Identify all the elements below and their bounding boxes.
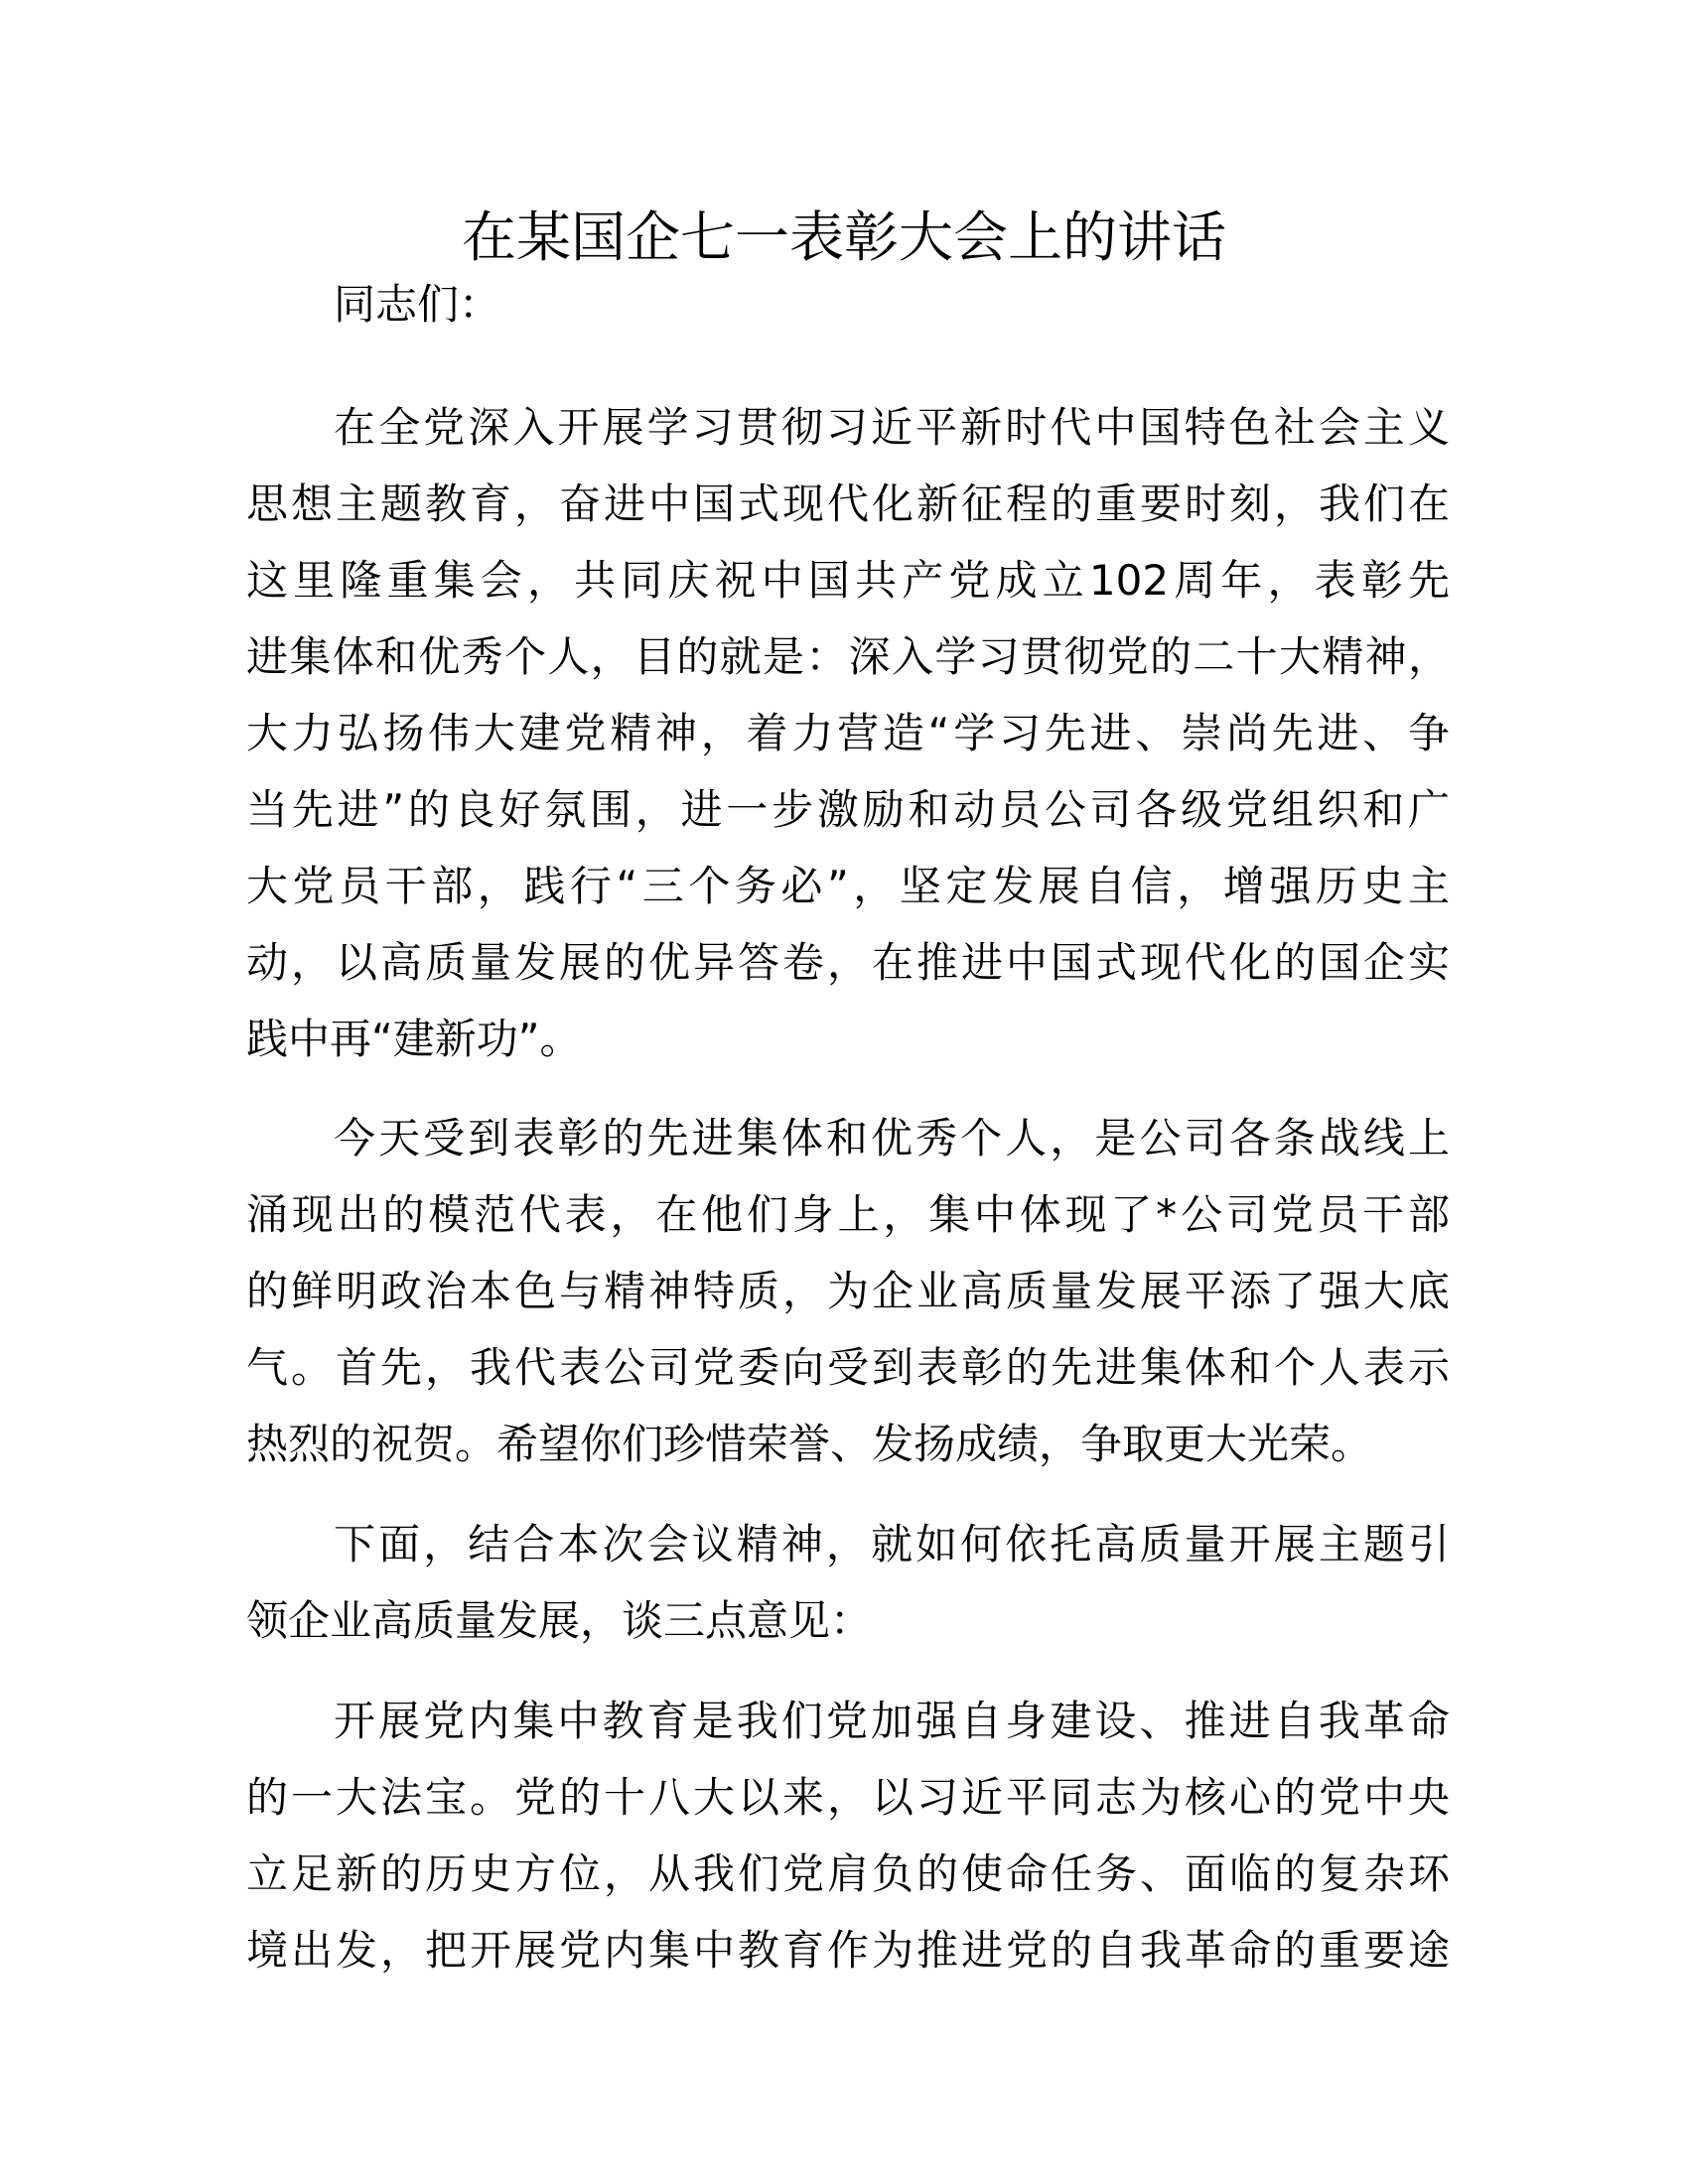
- paragraph-line: 气。首先，我代表公司党委向受到表彰的先进集体和个人表示: [246, 1343, 1450, 1392]
- paragraph-4: [246, 1683, 1450, 1988]
- paragraph-line: 大力弘扬伟大建党精神，着力营造“学习先进、崇尚先进、争: [246, 709, 1450, 757]
- paragraph-line: 的鲜明政治本色与精神特质，为企业高质量发展平添了强大底: [246, 1267, 1450, 1315]
- paragraph-line: 在全党深入开展学习贯彻习近平新时代中国特色社会主义: [334, 403, 1450, 452]
- greeting: 同志们：: [334, 280, 501, 329]
- paragraph-line: 当先进”的良好氛围，进一步激励和动员公司各级党组织和广: [246, 785, 1450, 834]
- paragraph-3: [246, 1506, 1450, 1659]
- paragraph-line: 境出发，把开展党内集中教育作为推进党的自我革命的重要途: [246, 1926, 1450, 1975]
- paragraph-line: 涌现出的模范代表，在他们身上，集中体现了*公司党员干部: [246, 1190, 1450, 1239]
- paragraph-line: 大党员干部，践行“三个务必”，坚定发展自信，增强历史主: [246, 862, 1450, 910]
- paragraph-line: 践中再“建新功”。: [246, 1015, 582, 1063]
- paragraph-line: 的一大法宝。党的十八大以来，以习近平同志为核心的党中央: [246, 1773, 1450, 1822]
- paragraph-line: 思想主题教育，奋进中国式现代化新征程的重要时刻，我们在: [246, 479, 1450, 528]
- paragraph-line: 这里隆重集会，共同庆祝中国共产党成立102周年，表彰先: [246, 556, 1450, 605]
- paragraph-line: 立足新的历史方位，从我们党肩负的使命任务、面临的复杂环: [246, 1849, 1450, 1898]
- paragraph-2: [246, 1100, 1450, 1482]
- paragraph-line: 进集体和优秀个人，目的就是：深入学习贯彻党的二十大精神，: [246, 632, 1450, 681]
- paragraph-line: 动，以高质量发展的优异答卷，在推进中国式现代化的国企实: [246, 938, 1450, 987]
- paragraph-line: 热烈的祝贺。希望你们珍惜荣誉、发扬成绩，争取更大光荣。: [246, 1420, 1373, 1468]
- paragraph-line: 下面，结合本次会议精神，就如何依托高质量开展主题引: [334, 1520, 1450, 1569]
- paragraph-line: 领企业高质量发展，谈三点意见：: [246, 1596, 873, 1645]
- paragraph-line: 今天受到表彰的先进集体和优秀个人，是公司各条战线上: [334, 1114, 1450, 1162]
- document-title: 在某国企七一表彰大会上的讲话: [461, 205, 1226, 269]
- paragraph-line: 开展党内集中教育是我们党加强自身建设、推进自我革命: [334, 1697, 1450, 1745]
- paragraph-1: [246, 389, 1450, 1077]
